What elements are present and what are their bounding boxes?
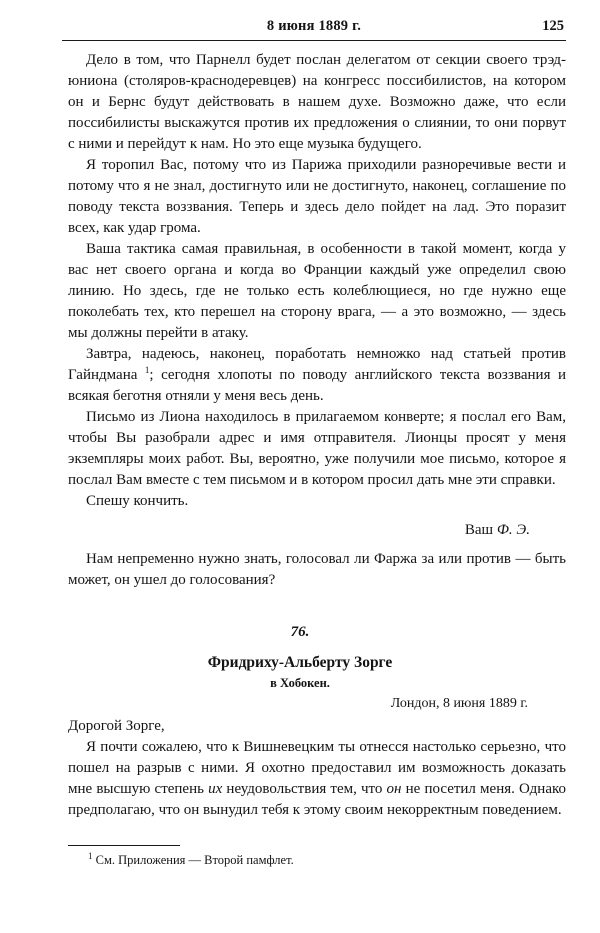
salutation: Дорогой Зорге,: [68, 718, 165, 734]
signature-prefix: Ваш: [464, 522, 494, 538]
paragraph-text: не посетил меня. Однако предполагаю, что он вынудил тебя к этому своим некорректным поведением.: [68, 781, 566, 818]
postscript: Нам непременно нужно знать, голосовал ли Фаржа за или против — быть может, он ушел до голосования?: [68, 551, 566, 588]
paragraph: [68, 737, 566, 821]
signature: [68, 520, 530, 541]
signature-initials: Ф. Э.: [496, 522, 530, 538]
letter-addressee: Фридриху-Альберту Зорге: [207, 654, 393, 671]
paragraph-text: Я почти сожалею, что к Вишневецким ты отнесся настолько серьезно, что пошел на разрыв с ними. Я охотно предоставил им возможность доказать мне высшую степень: [68, 739, 566, 797]
letter-76-body: [68, 716, 566, 821]
paragraph-text: Завтра, надеюсь, наконец, поработать немножко над статьей против Гайндмана: [68, 346, 566, 383]
page-number: 125: [542, 18, 564, 34]
paragraph-text: неудовольствия тем, что: [226, 781, 383, 797]
paragraph-text: ; сегодня хлопоты по поводу английского текста воззвания и всякая беготня отняли у меня весь день.: [68, 367, 566, 404]
paragraph: Ваша тактика самая правильная, в особенности в такой момент, когда у вас нет своего органа и когда во Франции каждый уже определил свою линию. Но здесь, где не только есть колеблющиеся, но где нужно еще поколебать тех, кто перешел на сторону врага, — а это возможно, — здесь мы должны перейти в атаку.: [68, 241, 566, 341]
paragraph: Дело в том, что Парнелл будет послан делегатом от секции своего трэд-юниона (столяров-краснодеревцев) на конгресс поссибилистов, на котором он и Бернс будут действовать в нашем духе. Возможно даже, что если поссибилисты выскажутся против их предложения о слиянии, то они порвут с ними и перейдут к нам. Но это еще музыка будущего.: [68, 52, 566, 152]
footnote-text: См. Приложения — Второй памфлет.: [95, 853, 294, 867]
footnote-marker: 1: [88, 850, 93, 861]
footnote: [88, 852, 294, 868]
letter-75-body: [68, 50, 566, 591]
paragraph-with-footnote: [68, 344, 566, 407]
letter-number: 76.: [290, 624, 310, 640]
paragraph: Письмо из Лиона находилось в прилагаемом конверте; я послал его Вам, чтобы Вы разобрали адрес и имя отправителя. Лионцы просят у меня экземпляры моих работ. Вы, вероятно, уже получили мое письмо, которое я послал Вам вместе с тем письмом и в котором просил дать мне эти справки.: [68, 409, 566, 488]
emphasis: их: [208, 781, 223, 797]
running-header: [62, 16, 566, 41]
paragraph: Спешу кончить.: [86, 493, 189, 509]
footnote-reference: 1: [144, 365, 150, 375]
footnote-divider: [68, 845, 180, 846]
letter-destination: в Хобокен.: [270, 676, 330, 690]
emphasis: он: [386, 781, 402, 797]
paragraph: Я торопил Вас, потому что из Парижа приходили разноречивые вести и потому что я не знал, достигнуто или не достигнуто, наконец, соглашение по поводу текста воззвания. Теперь и здесь дело пойдет на лад. Это поразит всех, как удар грома.: [68, 157, 566, 236]
letter-dateline: Лондон, 8 июня 1889 г.: [390, 696, 528, 711]
header-date: 8 июня 1889 г.: [266, 18, 362, 34]
